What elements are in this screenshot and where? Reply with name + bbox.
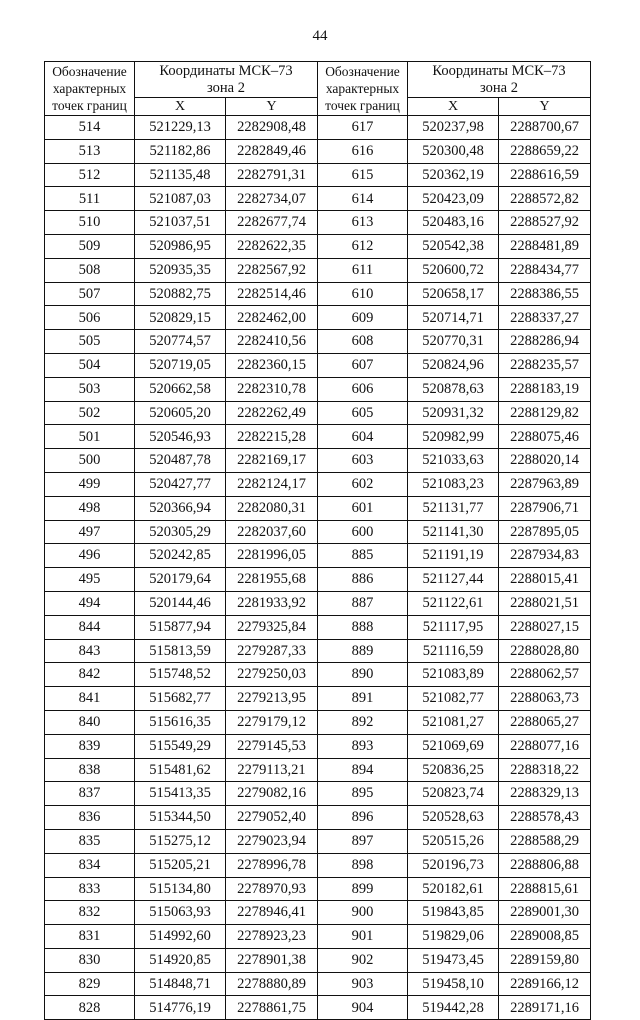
point-id-cell: 844 (45, 615, 135, 639)
table-row (45, 496, 591, 520)
table-row (45, 925, 591, 949)
y-coordinate-cell: 2282215,28 (226, 425, 318, 449)
x-coordinate-cell: 515616,35 (135, 710, 226, 734)
x-coordinate-cell: 514992,60 (135, 925, 226, 949)
x-coordinate-cell: 515134,80 (135, 877, 226, 901)
y-coordinate-cell: 2288183,19 (499, 377, 591, 401)
point-id-cell: 828 (45, 996, 135, 1020)
x-coordinate-cell: 521191,19 (408, 544, 499, 568)
point-id-cell: 894 (318, 758, 408, 782)
y-coordinate-cell: 2279213,95 (226, 687, 318, 711)
coordinates-zone: зона 2 (480, 79, 518, 96)
y-coordinate-cell: 2282080,31 (226, 496, 318, 520)
table-row (45, 282, 591, 306)
point-id-cell: 900 (318, 901, 408, 925)
point-id-cell: 512 (45, 163, 135, 187)
y-coordinate-cell: 2282462,00 (226, 306, 318, 330)
x-coordinate-cell: 514776,19 (135, 996, 226, 1020)
x-coordinate-cell: 520144,46 (135, 591, 226, 615)
point-id-cell: 843 (45, 639, 135, 663)
y-coordinate-cell: 2278946,41 (226, 901, 318, 925)
y-coordinate-cell: 2282410,56 (226, 330, 318, 354)
point-id-cell: 890 (318, 663, 408, 687)
point-id-cell: 608 (318, 330, 408, 354)
y-coordinate-cell: 2289171,16 (499, 996, 591, 1020)
table-row (45, 116, 591, 140)
table-row (45, 687, 591, 711)
x-coordinate-cell: 521135,48 (135, 163, 226, 187)
y-coordinate-cell: 2278901,38 (226, 948, 318, 972)
point-id-cell: 507 (45, 282, 135, 306)
table-row (45, 877, 591, 901)
point-id-cell: 830 (45, 948, 135, 972)
coordinates-table (44, 61, 591, 1020)
y-coordinate-cell: 2288015,41 (499, 568, 591, 592)
point-id-cell: 885 (318, 544, 408, 568)
x-coordinate-cell: 520714,71 (408, 306, 499, 330)
x-coordinate-cell: 515682,77 (135, 687, 226, 711)
y-coordinate-cell: 2288063,73 (499, 687, 591, 711)
point-id-cell: 887 (318, 591, 408, 615)
y-coordinate-cell: 2282124,17 (226, 472, 318, 496)
point-id-cell: 889 (318, 639, 408, 663)
y-coordinate-cell: 2287895,05 (499, 520, 591, 544)
x-coordinate-cell: 520882,75 (135, 282, 226, 306)
x-coordinate-cell: 515549,29 (135, 734, 226, 758)
x-coordinate-cell: 519442,28 (408, 996, 499, 1020)
y-coordinate-cell: 2288588,29 (499, 829, 591, 853)
y-coordinate-cell: 2282514,46 (226, 282, 318, 306)
table-row (45, 163, 591, 187)
point-id-cell: 831 (45, 925, 135, 949)
y-coordinate-cell: 2282791,31 (226, 163, 318, 187)
point-column-header-right (318, 62, 408, 116)
y-coordinate-cell: 2288329,13 (499, 782, 591, 806)
x-coordinate-cell: 520662,58 (135, 377, 226, 401)
x-coordinate-cell: 515063,93 (135, 901, 226, 925)
point-id-cell: 496 (45, 544, 135, 568)
point-id-cell: 503 (45, 377, 135, 401)
x-coordinate-cell: 520366,94 (135, 496, 226, 520)
x-coordinate-cell: 515748,52 (135, 663, 226, 687)
point-id-cell: 495 (45, 568, 135, 592)
y-coordinate-cell: 2279052,40 (226, 806, 318, 830)
x-coordinate-cell: 520237,98 (408, 116, 499, 140)
x-coordinate-cell: 520515,26 (408, 829, 499, 853)
table-row (45, 401, 591, 425)
x-coordinate-cell: 521081,27 (408, 710, 499, 734)
y-coordinate-cell: 2278880,89 (226, 972, 318, 996)
y-coordinate-cell: 2279113,21 (226, 758, 318, 782)
table-row (45, 591, 591, 615)
y-column-header-left: Y (226, 98, 318, 116)
point-id-cell: 888 (318, 615, 408, 639)
point-header-line: Обозначение (52, 64, 127, 79)
x-coordinate-cell: 520829,15 (135, 306, 226, 330)
x-coordinate-cell: 515813,59 (135, 639, 226, 663)
y-coordinate-cell: 2288481,89 (499, 234, 591, 258)
y-coordinate-cell: 2279287,33 (226, 639, 318, 663)
y-coordinate-cell: 2288572,82 (499, 187, 591, 211)
x-coordinate-cell: 515413,35 (135, 782, 226, 806)
y-coordinate-cell: 2281996,05 (226, 544, 318, 568)
x-coordinate-cell: 520528,63 (408, 806, 499, 830)
y-coordinate-cell: 2287906,71 (499, 496, 591, 520)
x-coordinate-cell: 520836,25 (408, 758, 499, 782)
y-coordinate-cell: 2288286,94 (499, 330, 591, 354)
x-coordinate-cell: 520423,09 (408, 187, 499, 211)
point-id-cell: 607 (318, 353, 408, 377)
point-id-cell: 514 (45, 116, 135, 140)
point-id-cell: 895 (318, 782, 408, 806)
point-header-line: точек границ (325, 98, 400, 113)
y-coordinate-cell: 2282567,92 (226, 258, 318, 282)
point-id-cell: 613 (318, 211, 408, 235)
point-id-cell: 513 (45, 139, 135, 163)
table-row (45, 425, 591, 449)
x-coordinate-cell: 521131,77 (408, 496, 499, 520)
table-row (45, 449, 591, 473)
point-id-cell: 836 (45, 806, 135, 830)
y-coordinate-cell: 2287934,83 (499, 544, 591, 568)
table-row (45, 710, 591, 734)
y-coordinate-cell: 2289159,80 (499, 948, 591, 972)
point-id-cell: 605 (318, 401, 408, 425)
x-coordinate-cell: 521033,63 (408, 449, 499, 473)
coordinates-header-left (135, 62, 318, 98)
table-row (45, 568, 591, 592)
x-coordinate-cell: 520719,05 (135, 353, 226, 377)
point-id-cell: 611 (318, 258, 408, 282)
point-id-cell: 616 (318, 139, 408, 163)
point-id-cell: 499 (45, 472, 135, 496)
point-id-cell: 609 (318, 306, 408, 330)
x-coordinate-cell: 519458,10 (408, 972, 499, 996)
y-coordinate-cell: 2288386,55 (499, 282, 591, 306)
point-id-cell: 839 (45, 734, 135, 758)
y-coordinate-cell: 2282734,07 (226, 187, 318, 211)
point-id-cell: 497 (45, 520, 135, 544)
x-coordinate-cell: 521182,86 (135, 139, 226, 163)
y-coordinate-cell: 2288434,77 (499, 258, 591, 282)
y-coordinate-cell: 2288318,22 (499, 758, 591, 782)
table-row (45, 853, 591, 877)
table-row (45, 520, 591, 544)
x-column-header-right: X (408, 98, 499, 116)
y-coordinate-cell: 2278996,78 (226, 853, 318, 877)
point-id-cell: 840 (45, 710, 135, 734)
point-id-cell: 901 (318, 925, 408, 949)
point-id-cell: 898 (318, 853, 408, 877)
y-column-header-right: Y (499, 98, 591, 116)
point-header-line: характерных (325, 81, 400, 96)
x-coordinate-cell: 514848,71 (135, 972, 226, 996)
point-id-cell: 842 (45, 663, 135, 687)
point-id-cell: 508 (45, 258, 135, 282)
coordinates-title: Координаты МСК–73 (159, 62, 293, 79)
table-row (45, 996, 591, 1020)
page-number: 44 (312, 28, 328, 44)
point-id-cell: 506 (45, 306, 135, 330)
point-id-cell: 841 (45, 687, 135, 711)
coordinates-header-right (408, 62, 591, 98)
x-coordinate-cell: 521117,95 (408, 615, 499, 639)
x-coordinate-cell: 520823,74 (408, 782, 499, 806)
point-id-cell: 501 (45, 425, 135, 449)
y-coordinate-cell: 2288065,27 (499, 710, 591, 734)
point-column-header-left (45, 62, 135, 116)
point-id-cell: 617 (318, 116, 408, 140)
y-coordinate-cell: 2288027,15 (499, 615, 591, 639)
x-coordinate-cell: 520658,17 (408, 282, 499, 306)
x-coordinate-cell: 520878,63 (408, 377, 499, 401)
x-coordinate-cell: 520487,78 (135, 449, 226, 473)
point-id-cell: 838 (45, 758, 135, 782)
x-coordinate-cell: 520242,85 (135, 544, 226, 568)
y-coordinate-cell: 2282037,60 (226, 520, 318, 544)
x-coordinate-cell: 520774,57 (135, 330, 226, 354)
point-id-cell: 509 (45, 234, 135, 258)
y-coordinate-cell: 2282849,46 (226, 139, 318, 163)
x-coordinate-cell: 520546,93 (135, 425, 226, 449)
x-coordinate-cell: 515205,21 (135, 853, 226, 877)
table-row (45, 734, 591, 758)
y-coordinate-cell: 2282310,78 (226, 377, 318, 401)
y-coordinate-cell: 2289166,12 (499, 972, 591, 996)
y-coordinate-cell: 2289008,85 (499, 925, 591, 949)
x-coordinate-cell: 520196,73 (408, 853, 499, 877)
y-coordinate-cell: 2282677,74 (226, 211, 318, 235)
x-coordinate-cell: 520605,20 (135, 401, 226, 425)
table-row (45, 330, 591, 354)
x-coordinate-cell: 521229,13 (135, 116, 226, 140)
point-id-cell: 893 (318, 734, 408, 758)
table-row (45, 306, 591, 330)
point-id-cell: 494 (45, 591, 135, 615)
x-coordinate-cell: 521087,03 (135, 187, 226, 211)
x-coordinate-cell: 521116,59 (408, 639, 499, 663)
y-coordinate-cell: 2278970,93 (226, 877, 318, 901)
table-row (45, 544, 591, 568)
table-row (45, 782, 591, 806)
y-coordinate-cell: 2288235,57 (499, 353, 591, 377)
x-coordinate-cell: 520182,61 (408, 877, 499, 901)
y-coordinate-cell: 2288129,82 (499, 401, 591, 425)
point-id-cell: 612 (318, 234, 408, 258)
x-coordinate-cell: 519843,85 (408, 901, 499, 925)
table-row (45, 663, 591, 687)
point-header-line: точек границ (52, 98, 127, 113)
y-coordinate-cell: 2281933,92 (226, 591, 318, 615)
coordinates-title: Координаты МСК–73 (432, 62, 566, 79)
point-id-cell: 835 (45, 829, 135, 853)
y-coordinate-cell: 2288337,27 (499, 306, 591, 330)
table-row (45, 806, 591, 830)
x-coordinate-cell: 521127,44 (408, 568, 499, 592)
table-row (45, 615, 591, 639)
y-coordinate-cell: 2288021,51 (499, 591, 591, 615)
x-coordinate-cell: 519829,06 (408, 925, 499, 949)
y-coordinate-cell: 2288700,67 (499, 116, 591, 140)
table-row (45, 758, 591, 782)
y-coordinate-cell: 2288578,43 (499, 806, 591, 830)
x-coordinate-cell: 520986,95 (135, 234, 226, 258)
x-column-header-left: X (135, 98, 226, 116)
y-coordinate-cell: 2282169,17 (226, 449, 318, 473)
x-coordinate-cell: 520935,35 (135, 258, 226, 282)
table-row (45, 377, 591, 401)
y-coordinate-cell: 2279250,03 (226, 663, 318, 687)
point-id-cell: 834 (45, 853, 135, 877)
point-id-cell: 886 (318, 568, 408, 592)
y-coordinate-cell: 2288075,46 (499, 425, 591, 449)
y-coordinate-cell: 2279325,84 (226, 615, 318, 639)
x-coordinate-cell: 521141,30 (408, 520, 499, 544)
point-id-cell: 505 (45, 330, 135, 354)
y-coordinate-cell: 2288028,80 (499, 639, 591, 663)
y-coordinate-cell: 2279145,53 (226, 734, 318, 758)
table-body (45, 116, 591, 1020)
table-row (45, 211, 591, 235)
y-coordinate-cell: 2288616,59 (499, 163, 591, 187)
y-coordinate-cell: 2287963,89 (499, 472, 591, 496)
point-id-cell: 502 (45, 401, 135, 425)
x-coordinate-cell: 520300,48 (408, 139, 499, 163)
point-header-line: характерных (52, 81, 127, 96)
y-coordinate-cell: 2282360,15 (226, 353, 318, 377)
point-id-cell: 604 (318, 425, 408, 449)
point-id-cell: 603 (318, 449, 408, 473)
x-coordinate-cell: 520982,99 (408, 425, 499, 449)
x-coordinate-cell: 521083,23 (408, 472, 499, 496)
table-row (45, 472, 591, 496)
x-coordinate-cell: 520483,16 (408, 211, 499, 235)
table-row (45, 187, 591, 211)
point-header-line: Обозначение (325, 64, 400, 79)
point-id-cell: 615 (318, 163, 408, 187)
x-coordinate-cell: 521083,89 (408, 663, 499, 687)
table-row (45, 258, 591, 282)
point-id-cell: 500 (45, 449, 135, 473)
y-coordinate-cell: 2288020,14 (499, 449, 591, 473)
y-coordinate-cell: 2279179,12 (226, 710, 318, 734)
point-id-cell: 904 (318, 996, 408, 1020)
y-coordinate-cell: 2288815,61 (499, 877, 591, 901)
y-coordinate-cell: 2279082,16 (226, 782, 318, 806)
y-coordinate-cell: 2288062,57 (499, 663, 591, 687)
x-coordinate-cell: 515877,94 (135, 615, 226, 639)
table-row (45, 948, 591, 972)
x-coordinate-cell: 520362,19 (408, 163, 499, 187)
x-coordinate-cell: 521122,61 (408, 591, 499, 615)
x-coordinate-cell: 521069,69 (408, 734, 499, 758)
x-coordinate-cell: 515344,50 (135, 806, 226, 830)
y-coordinate-cell: 2288527,92 (499, 211, 591, 235)
point-id-cell: 897 (318, 829, 408, 853)
x-coordinate-cell: 519473,45 (408, 948, 499, 972)
table-row (45, 139, 591, 163)
point-id-cell: 606 (318, 377, 408, 401)
point-id-cell: 903 (318, 972, 408, 996)
x-coordinate-cell: 520824,96 (408, 353, 499, 377)
point-id-cell: 511 (45, 187, 135, 211)
point-id-cell: 510 (45, 211, 135, 235)
x-coordinate-cell: 520305,29 (135, 520, 226, 544)
point-id-cell: 902 (318, 948, 408, 972)
x-coordinate-cell: 514920,85 (135, 948, 226, 972)
x-coordinate-cell: 520542,38 (408, 234, 499, 258)
y-coordinate-cell: 2282622,35 (226, 234, 318, 258)
y-coordinate-cell: 2278861,75 (226, 996, 318, 1020)
x-coordinate-cell: 520427,77 (135, 472, 226, 496)
y-coordinate-cell: 2279023,94 (226, 829, 318, 853)
point-id-cell: 601 (318, 496, 408, 520)
point-id-cell: 602 (318, 472, 408, 496)
y-coordinate-cell: 2289001,30 (499, 901, 591, 925)
y-coordinate-cell: 2282908,48 (226, 116, 318, 140)
point-id-cell: 832 (45, 901, 135, 925)
y-coordinate-cell: 2278923,23 (226, 925, 318, 949)
point-id-cell: 891 (318, 687, 408, 711)
point-id-cell: 498 (45, 496, 135, 520)
y-coordinate-cell: 2281955,68 (226, 568, 318, 592)
point-id-cell: 504 (45, 353, 135, 377)
x-coordinate-cell: 515275,12 (135, 829, 226, 853)
point-id-cell: 610 (318, 282, 408, 306)
point-id-cell: 892 (318, 710, 408, 734)
table-row (45, 639, 591, 663)
point-id-cell: 829 (45, 972, 135, 996)
y-coordinate-cell: 2288659,22 (499, 139, 591, 163)
table-row (45, 234, 591, 258)
point-id-cell: 837 (45, 782, 135, 806)
table-row (45, 972, 591, 996)
y-coordinate-cell: 2288806,88 (499, 853, 591, 877)
y-coordinate-cell: 2288077,16 (499, 734, 591, 758)
x-coordinate-cell: 520179,64 (135, 568, 226, 592)
point-id-cell: 600 (318, 520, 408, 544)
point-id-cell: 833 (45, 877, 135, 901)
point-id-cell: 614 (318, 187, 408, 211)
point-id-cell: 896 (318, 806, 408, 830)
table-row (45, 901, 591, 925)
coordinates-zone: зона 2 (207, 79, 245, 96)
point-id-cell: 899 (318, 877, 408, 901)
x-coordinate-cell: 521037,51 (135, 211, 226, 235)
x-coordinate-cell: 515481,62 (135, 758, 226, 782)
x-coordinate-cell: 520770,31 (408, 330, 499, 354)
x-coordinate-cell: 520931,32 (408, 401, 499, 425)
table-row (45, 353, 591, 377)
x-coordinate-cell: 521082,77 (408, 687, 499, 711)
y-coordinate-cell: 2282262,49 (226, 401, 318, 425)
x-coordinate-cell: 520600,72 (408, 258, 499, 282)
table-row (45, 829, 591, 853)
